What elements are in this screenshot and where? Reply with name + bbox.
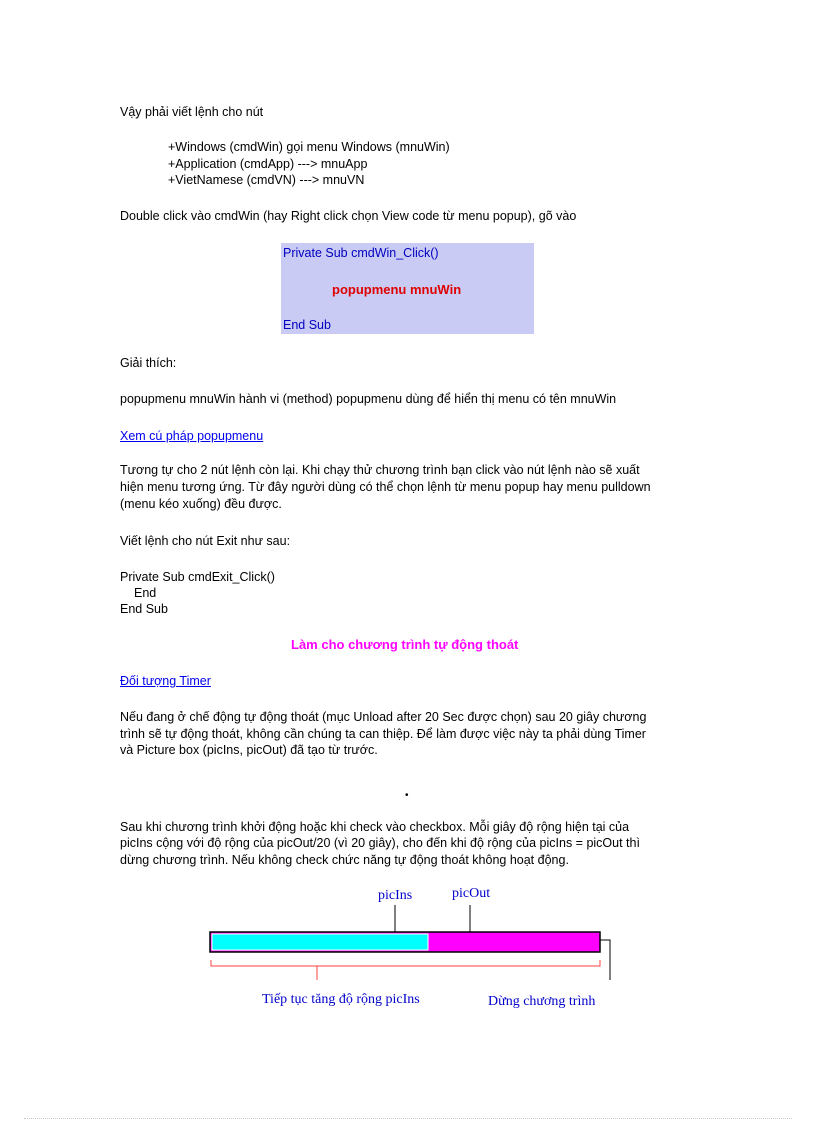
- label-picout: picOut: [452, 886, 491, 901]
- paragraph-line: Sau khi chương trình khởi động hoặc khi check vào checkbox. Mỗi giây độ rộng hiện tại của: [120, 820, 630, 834]
- paragraph-line: trình sẽ tự động thoát, không cần chúng ta can thiệp. Để làm được việc này ta phải dùng Timer: [120, 727, 646, 741]
- section-heading: Làm cho chương trình tự động thoát: [291, 637, 519, 652]
- stop-leader: [600, 940, 610, 980]
- list-item: +VietNamese (cmdVN) ---> mnuVN: [168, 173, 365, 187]
- syntax-link[interactable]: Xem cú pháp popupmenu: [120, 429, 264, 443]
- exit-code-line: End: [134, 586, 157, 600]
- double-click-text: Double click vào cmdWin (hay Right click chọn View code từ menu popup), gõ vào: [120, 209, 577, 223]
- paragraph-line: Nếu đang ở chế động tự động thoát (mục Unload after 20 Sec được chọn) sau 20 giây chương: [120, 710, 647, 724]
- paragraph-line: Tương tự cho 2 nút lệnh còn lại. Khi chạy thử chương trình bạn click vào nút lệnh nào sẽ xuất: [120, 463, 640, 477]
- list-item: +Windows (cmdWin) gọi menu Windows (mnuWin): [168, 140, 450, 154]
- exit-code-line: End Sub: [120, 602, 168, 616]
- list-item: +Application (cmdApp) ---> mnuApp: [168, 157, 368, 171]
- timer-link[interactable]: Đối tượng Timer: [120, 674, 211, 688]
- bullet-dot: •: [405, 790, 409, 801]
- popup-explain-text: popupmenu mnuWin hành vi (method) popupmenu dùng để hiển thị menu có tên mnuWin: [120, 392, 617, 406]
- code-line: End Sub: [283, 318, 331, 332]
- intro-text: Vậy phải viết lệnh cho nút: [120, 105, 264, 119]
- label-continue: Tiếp tục tăng độ rộng picIns: [262, 992, 420, 1007]
- paragraph-line: picIns cộng với độ rộng của picOut/20 (vì 20 giây), cho đến khi độ rộng của picIns = picOut thì: [120, 836, 640, 850]
- exit-intro-text: Viết lệnh cho nút Exit như sau:: [120, 534, 291, 548]
- code-box: [281, 243, 534, 334]
- continue-bracket: [211, 960, 600, 966]
- paragraph-line: dừng chương trình. Nếu không check chức năng tự động thoát không hoạt động.: [120, 853, 569, 867]
- label-picins: picIns: [378, 888, 413, 903]
- exit-code-line: Private Sub cmdExit_Click(): [120, 570, 275, 584]
- page-bottom-divider: [24, 1118, 792, 1119]
- paragraph-line: và Picture box (picIns, picOut) đã tạo từ trước.: [120, 743, 378, 757]
- giai-thich-text: Giải thích:: [120, 356, 177, 370]
- paragraph-line: hiện menu tương ứng. Từ đây người dùng có thể chọn lệnh từ menu popup hay menu pulldown: [120, 480, 651, 494]
- code-line-highlight: popupmenu mnuWin: [332, 282, 462, 297]
- paragraph-line: (menu kéo xuống) đều được.: [120, 497, 282, 511]
- label-stop: Dừng chương trình: [488, 994, 596, 1009]
- picins-bar: [212, 934, 428, 950]
- progress-diagram: [200, 900, 620, 980]
- code-line: Private Sub cmdWin_Click(): [283, 246, 439, 260]
